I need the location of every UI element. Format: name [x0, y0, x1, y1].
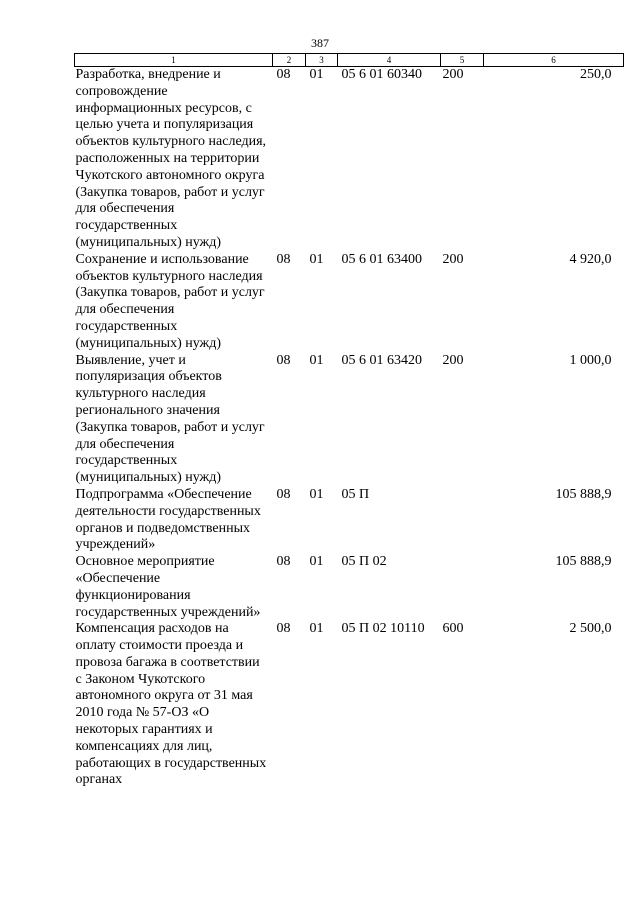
row-section: 08	[276, 621, 291, 637]
row-section: 08	[276, 352, 291, 368]
row-subsection: 01	[309, 352, 324, 368]
table-row	[75, 554, 624, 621]
row-name: Подпрограмма «Обеспечение деятельности государственных органов и подведомственных учреждений»	[75, 486, 261, 553]
header-row	[75, 54, 624, 67]
table-row	[75, 67, 624, 252]
row-amount: 1 000,0	[569, 352, 612, 368]
header-col-6: 6	[484, 54, 624, 67]
row-section: 08	[276, 486, 291, 502]
row-subsection: 01	[309, 486, 324, 502]
row-name: Выявление, учет и популяризация объектов культурного наследия регионального значения (Закупка товаров, работ и услуг для обеспечения государственных (муниципальных) нужд)	[75, 352, 265, 486]
row-subsection: 01	[309, 67, 324, 82]
row-expense-type: 200	[442, 67, 464, 82]
header-col-5: 5	[441, 54, 484, 67]
row-expense-type: 200	[442, 251, 464, 267]
row-amount: 2 500,0	[569, 621, 612, 637]
row-target-article: 05 6 01 63420	[341, 352, 422, 368]
row-section: 08	[276, 67, 291, 82]
row-expense-type: 200	[442, 352, 464, 368]
row-subsection: 01	[309, 554, 324, 570]
row-name: Компенсация расходов на оплату стоимости проезда и провоза багажа в соответствии с Законом Чукотского автономного округа от 31 мая 2010 года № 57-ОЗ «О некоторых гарантиях и компенсациях для лиц, работающих в государственных органах	[75, 621, 267, 788]
row-name: Основное мероприятие «Обеспечение функционирования государственных учреждений»	[75, 554, 261, 620]
row-name: Разработка, внедрение и сопровождение информационных ресурсов, с целью учета и популяризация объектов культурного наследия, расположенных на территории Чукотского автономного округа (Закупка товаров, работ и услуг для обеспечения государственных (муниципальных) нужд)	[75, 67, 267, 250]
row-subsection: 01	[309, 251, 324, 267]
page-number: 387	[311, 36, 329, 50]
table-row	[75, 353, 624, 487]
row-target-article: 05 П 02 10110	[341, 621, 425, 637]
row-amount: 250,0	[580, 67, 612, 82]
row-section: 08	[276, 251, 291, 267]
row-target-article: 05 П 02	[341, 554, 387, 570]
row-target-article: 05 6 01 60340	[341, 67, 422, 82]
row-amount: 105 888,9	[555, 554, 612, 570]
row-subsection: 01	[309, 621, 324, 637]
row-target-article: 05 П	[341, 486, 370, 502]
row-section: 08	[276, 554, 291, 570]
header-col-4: 4	[338, 54, 441, 67]
table-row	[75, 252, 624, 353]
table-row	[75, 487, 624, 554]
header-col-3: 3	[306, 54, 338, 67]
row-expense-type	[441, 487, 484, 554]
row-expense-type	[441, 554, 484, 621]
row-target-article: 05 6 01 63400	[341, 251, 422, 267]
row-name: Сохранение и использование объектов культурного наследия (Закупка товаров, работ и услуг для обеспечения государственных (муниципальных) нужд)	[75, 251, 265, 351]
table-row	[75, 621, 624, 789]
budget-table	[74, 53, 624, 789]
row-amount: 4 920,0	[569, 251, 612, 267]
row-expense-type: 600	[442, 621, 464, 637]
header-col-2: 2	[273, 54, 306, 67]
header-col-1: 1	[75, 54, 273, 67]
row-amount: 105 888,9	[555, 486, 612, 502]
